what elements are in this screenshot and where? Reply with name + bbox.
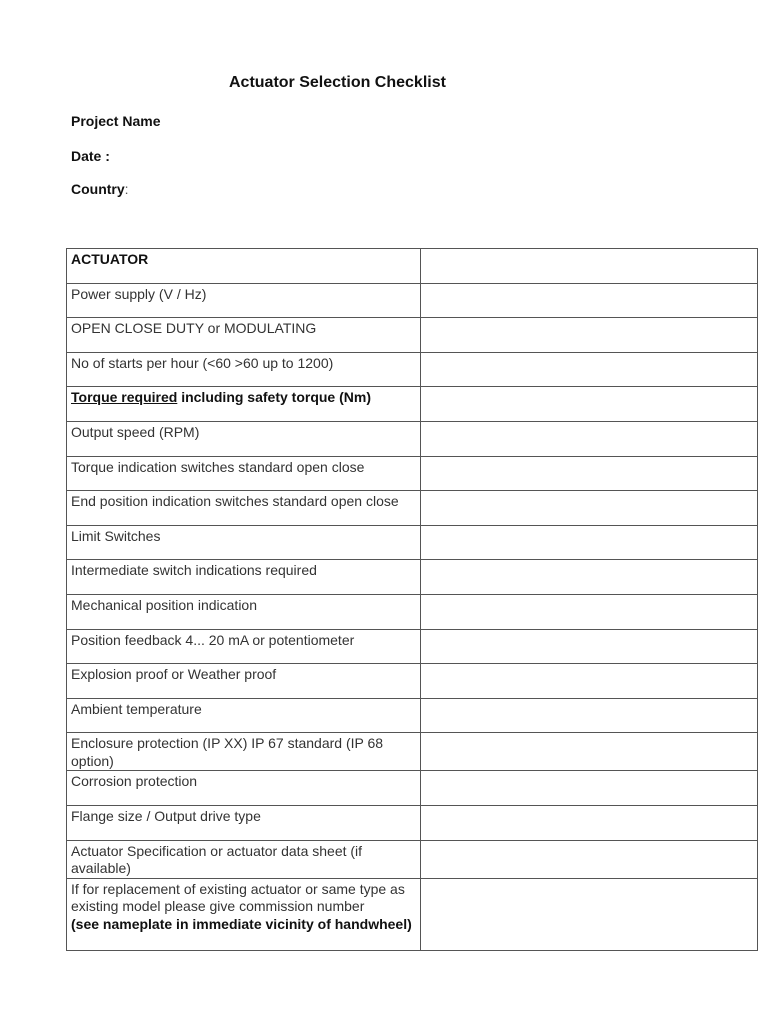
value-cell[interactable] [421, 318, 758, 353]
row-label: Actuator Specification or actuator data sheet (if available) [67, 840, 421, 878]
row-label [67, 387, 421, 422]
date-label: Date : [71, 148, 110, 164]
table-row [67, 629, 758, 664]
table-row [67, 840, 758, 878]
row-label: Intermediate switch indications required [67, 560, 421, 595]
table-row [67, 733, 758, 771]
row-label: Power supply (V / Hz) [67, 283, 421, 318]
row-label: Output speed (RPM) [67, 421, 421, 456]
row-label: Torque indication switches standard open close [67, 456, 421, 491]
row-label: End position indication switches standard open close [67, 491, 421, 526]
value-cell[interactable] [421, 771, 758, 806]
value-cell[interactable] [421, 560, 758, 595]
table-row [67, 560, 758, 595]
value-cell[interactable] [421, 664, 758, 699]
table-row [67, 525, 758, 560]
table-row [67, 878, 758, 950]
row-label: OPEN CLOSE DUTY or MODULATING [67, 318, 421, 353]
table-row [67, 664, 758, 699]
table-row [67, 456, 758, 491]
table-row [67, 594, 758, 629]
value-cell[interactable] [421, 421, 758, 456]
value-cell[interactable] [421, 352, 758, 387]
row-label: Corrosion protection [67, 771, 421, 806]
country-label-text: Country [71, 181, 125, 197]
value-cell[interactable] [421, 733, 758, 771]
nameplate-note: (see nameplate in immediate vicinity of handwheel) [71, 915, 412, 932]
value-cell[interactable] [421, 249, 758, 284]
row-label: No of starts per hour (<60 >60 up to 1200) [67, 352, 421, 387]
value-cell[interactable] [421, 805, 758, 840]
table-row [67, 387, 758, 422]
page-title: Actuator Selection Checklist [229, 74, 446, 91]
table-row [67, 491, 758, 526]
row-label: Mechanical position indication [67, 594, 421, 629]
value-cell[interactable] [421, 525, 758, 560]
value-cell[interactable] [421, 629, 758, 664]
row-label: Position feedback 4... 20 mA or potentiometer [67, 629, 421, 664]
table-row [67, 352, 758, 387]
table-row [67, 283, 758, 318]
replacement-text: If for replacement of existing actuator or same type as existing model please give commission number [71, 880, 405, 914]
header-cell: ACTUATOR [67, 249, 421, 284]
table-row [67, 318, 758, 353]
value-cell[interactable] [421, 491, 758, 526]
torque-rest-text: including safety torque (Nm) [177, 389, 371, 406]
value-cell[interactable] [421, 840, 758, 878]
value-cell[interactable] [421, 387, 758, 422]
value-cell[interactable] [421, 283, 758, 318]
torque-required-text: Torque required [71, 389, 178, 406]
country-label [71, 181, 129, 197]
row-label: Limit Switches [67, 525, 421, 560]
table-row [67, 698, 758, 733]
table-row [67, 805, 758, 840]
row-label [67, 878, 421, 950]
row-label: Ambient temperature [67, 698, 421, 733]
row-label: Explosion proof or Weather proof [67, 664, 421, 699]
table-row [67, 421, 758, 456]
value-cell[interactable] [421, 878, 758, 950]
table-header-row [67, 249, 758, 284]
country-colon: : [124, 181, 129, 197]
value-cell[interactable] [421, 698, 758, 733]
row-label: Flange size / Output drive type [67, 805, 421, 840]
project-name-label: Project Name [71, 113, 161, 129]
value-cell[interactable] [421, 456, 758, 491]
value-cell[interactable] [421, 594, 758, 629]
table-row [67, 771, 758, 806]
row-label: Enclosure protection (IP XX) IP 67 standard (IP 68 option) [67, 733, 421, 771]
checklist-table [66, 248, 758, 951]
